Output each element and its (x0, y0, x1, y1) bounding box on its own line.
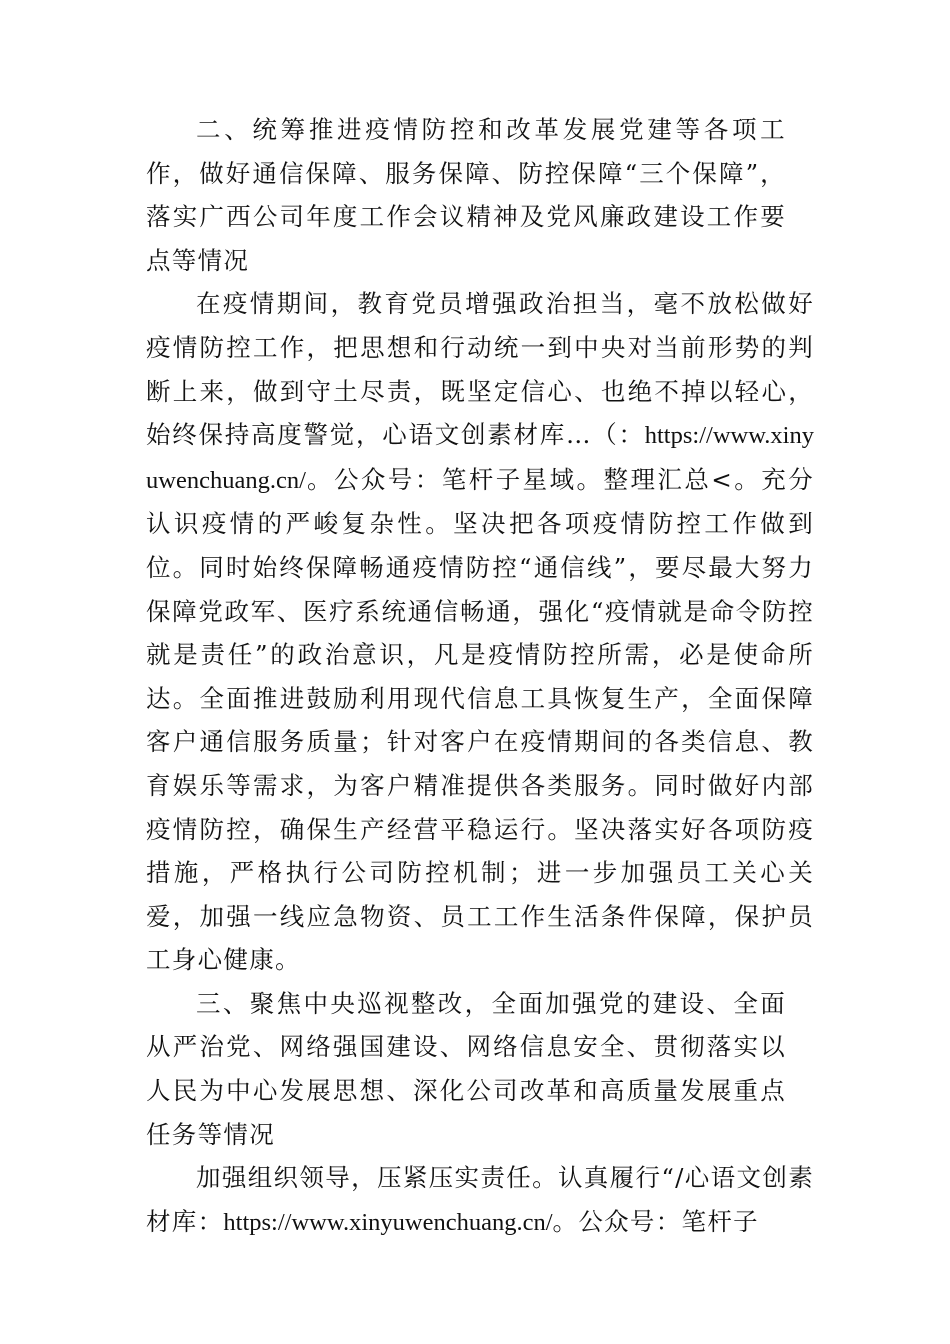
section-2-website-url: https://www.xinyuwenchuang.cn/ (146, 422, 814, 494)
section-2-paragraph (146, 282, 814, 982)
section-3-website-url: https://www.xinyuwenchuang.cn/ (223, 1208, 553, 1236)
section-3-heading: 三、聚焦中央巡视整改，全面加强党的建设、全面从严治党、网络强国建设、网络信息安全、贯彻落实以人民为中心发展思想、深化公司改革和高质量发展重点任务等情况 (146, 988, 786, 1149)
document-body (146, 108, 814, 1244)
section-3-paragraph (146, 1156, 814, 1244)
section-2-text-part-2: 。公众号：笔杆子星域。整理汇总<。充分认识疫情的严峻复杂性。坚决把各项疫情防控工作做到位。同时始终保障畅通疫情防控“通信线”，要尽最大努力保障党政军、医疗系统通信畅通，强化“疫情就是命令防控就是责任”的政治意识，凡是疫情防控所需，必是使命所达。全面推进鼓励利用现代信息工具恢复生产，全面保障客户通信服务质量；针对客户在疫情期间的各类信息、教育娱乐等需求，为客户精准提供各类服务。同时做好内部疫情防控，确保生产经营平稳运行。坚决落实好各项防疫措施，严格执行公司防控机制；进一步加强员工关心关爱，加强一线应急物资、员工工作生活条件保障，保护员工身心健康。 (146, 464, 814, 975)
section-2-text-part-1: 在疫情期间，教育党员增强政治担当，毫不放松做好疫情防控工作，把思想和行动统一到中央对当前形势的判断上来，做到守土尽责，既坚定信心、也绝不掉以轻心，始终保持高度警觉，心语文创素材库…（： (146, 289, 814, 450)
section-2-heading: 二、统筹推进疫情防控和改革发展党建等各项工作，做好通信保障、服务保障、防控保障“三个保障”，落实广西公司年度工作会议精神及党风廉政建设工作要点等情况 (146, 115, 786, 275)
section-3-text-part-1: 加强组织领导，压紧压实责任。认真履行“/心语文创素材库： (146, 1163, 814, 1236)
section-3-text-part-2: 。公众号：笔杆子 (552, 1206, 759, 1236)
